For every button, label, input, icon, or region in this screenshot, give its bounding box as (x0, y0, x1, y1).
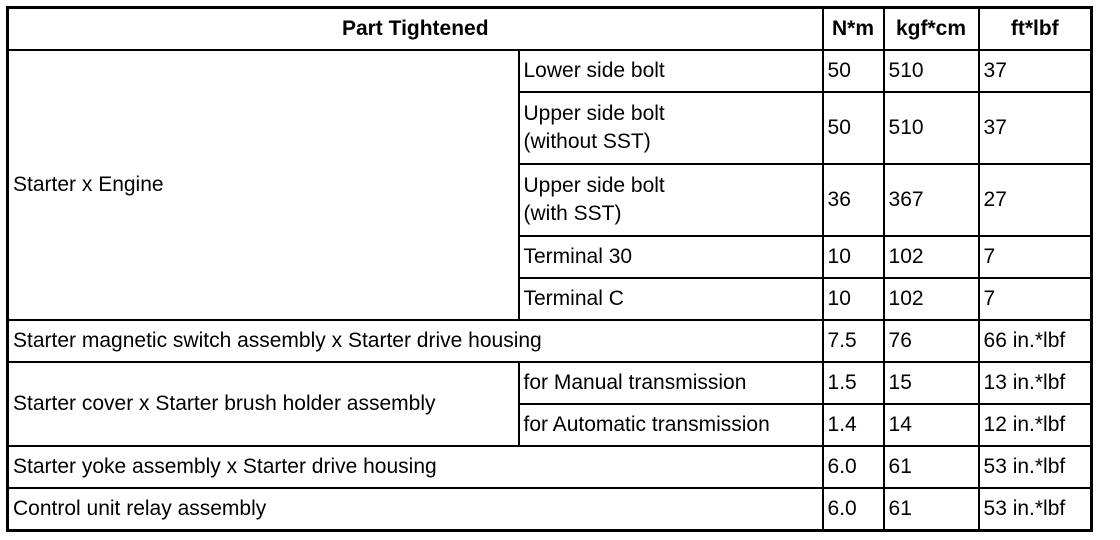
sub-part-cell: Lower side bolt (519, 50, 823, 92)
torque-spec-table (6, 6, 1093, 532)
kgfcm-cell: 14 (884, 404, 979, 446)
kgfcm-cell: 61 (884, 446, 979, 488)
header-nm: N*m (823, 8, 884, 51)
nm-cell: 10 (823, 236, 884, 278)
ftlbf-cell: 12 in.*lbf (979, 404, 1092, 446)
sub-part-line2: (with SST) (523, 202, 622, 225)
kgfcm-cell: 102 (884, 278, 979, 320)
nm-cell: 50 (823, 92, 884, 164)
part-cell: Control unit relay assembly (8, 488, 823, 531)
sub-part-cell: for Manual transmission (519, 362, 823, 404)
table-row (8, 362, 1092, 404)
kgfcm-cell: 367 (884, 164, 979, 236)
sub-part-cell: Terminal C (519, 278, 823, 320)
part-cell: Starter yoke assembly x Starter drive housing (8, 446, 823, 488)
ftlbf-cell: 53 in.*lbf (979, 446, 1092, 488)
sub-part-cell: for Automatic transmission (519, 404, 823, 446)
table-row (8, 50, 1092, 92)
kgfcm-cell: 61 (884, 488, 979, 531)
kgfcm-cell: 510 (884, 50, 979, 92)
ftlbf-cell: 7 (979, 278, 1092, 320)
nm-cell: 50 (823, 50, 884, 92)
ftlbf-cell: 66 in.*lbf (979, 320, 1092, 362)
part-cell: Starter magnetic switch assembly x Starter drive housing (8, 320, 823, 362)
sub-part-cell (519, 92, 823, 164)
ftlbf-cell: 13 in.*lbf (979, 362, 1092, 404)
header-ftlbf: ft*lbf (979, 8, 1092, 51)
sub-part-cell: Terminal 30 (519, 236, 823, 278)
group-starter-engine: Starter x Engine (8, 50, 519, 320)
ftlbf-cell: 7 (979, 236, 1092, 278)
table-row (8, 320, 1092, 362)
nm-cell: 10 (823, 278, 884, 320)
sub-part-line1: Upper side bolt (523, 102, 665, 125)
nm-cell: 6.0 (823, 446, 884, 488)
nm-cell: 1.4 (823, 404, 884, 446)
sub-part-line2: (without SST) (523, 130, 651, 153)
kgfcm-cell: 102 (884, 236, 979, 278)
ftlbf-cell: 27 (979, 164, 1092, 236)
kgfcm-cell: 76 (884, 320, 979, 362)
sub-part-cell (519, 164, 823, 236)
kgfcm-cell: 510 (884, 92, 979, 164)
group-cover-brush: Starter cover x Starter brush holder assembly (8, 362, 519, 446)
header-row (8, 8, 1092, 51)
ftlbf-cell: 53 in.*lbf (979, 488, 1092, 531)
nm-cell: 1.5 (823, 362, 884, 404)
nm-cell: 7.5 (823, 320, 884, 362)
nm-cell: 36 (823, 164, 884, 236)
sub-part-line1: Upper side bolt (523, 174, 665, 197)
nm-cell: 6.0 (823, 488, 884, 531)
table-row (8, 488, 1092, 531)
header-kgfcm: kgf*cm (884, 8, 979, 51)
header-part-tightened: Part Tightened (8, 8, 823, 51)
ftlbf-cell: 37 (979, 50, 1092, 92)
kgfcm-cell: 15 (884, 362, 979, 404)
ftlbf-cell: 37 (979, 92, 1092, 164)
table-row (8, 446, 1092, 488)
